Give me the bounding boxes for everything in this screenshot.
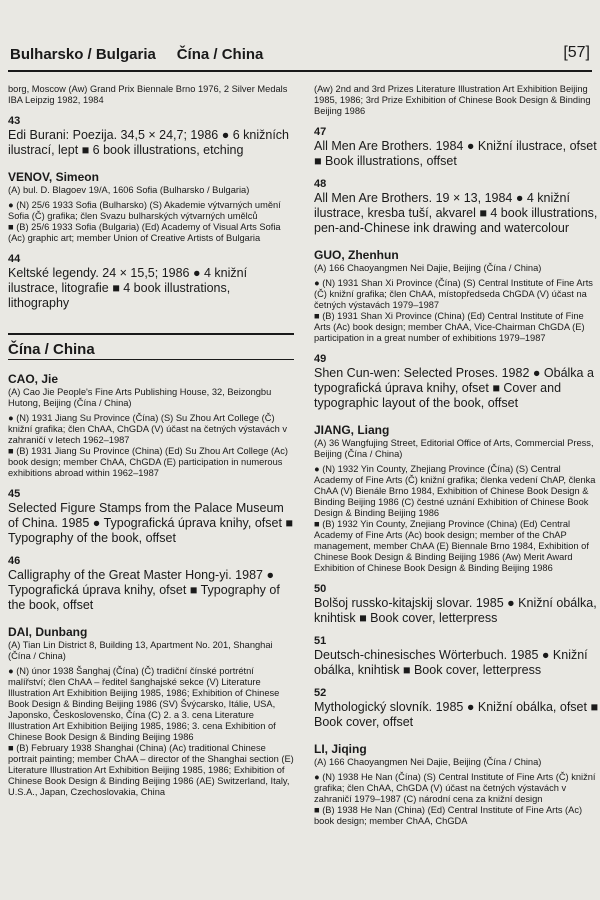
artist-bio-en: ■ (B) 1931 Jiang Su Province (China) (Ed) Su Zhou Art College (Ac) book design; member ChAA, ChGDA (E) participation in numerous exhibitions abroad within 1962–1987 xyxy=(8,446,288,478)
entry-number: 52 xyxy=(314,687,327,699)
artist-name: JIANG, Liang xyxy=(314,423,390,437)
left-column xyxy=(8,84,294,798)
artist-bio-en: ■ (B) February 1938 Shanghai (China) (Ac) traditional Chinese portrait painting; member ChAA – director of the Shanghai section (E) Literature Illustration Art Exhibition Beijing 1985, 1986; Exhibition of Chinese Book Design & Binding Beijing 1986 (AE) Switzerland, Italy, U.S.A., Japan, Czechoslovakia, China xyxy=(8,743,294,797)
artist-address: (A) Cao Jie People's Fine Arts Publishing House, 32, Beizongbu Hutong, Beijing (Čína / China) xyxy=(8,387,272,408)
artist-address: (A) 166 Chaoyangmen Nei Dajie, Beijing (Čína / China) xyxy=(314,757,542,767)
header-title: Bulharsko / Bulgaria Čína / China xyxy=(10,46,264,63)
artist-name: DAI, Dunbang xyxy=(8,625,88,639)
continued-text: (Aw) 2nd and 3rd Prizes Literature Illustration Art Exhibition Beijing 1985, 1986; 3rd Prize Exhibition of Chinese Book Design & Binding Beijing 1986 xyxy=(314,84,591,116)
entry-title: Bolšoj russko-kitajskij slovar. 1985 ● Knižní obálka, knihtisk ■ Book cover, letterpress xyxy=(314,596,597,625)
entry-title: All Men Are Brothers. 1984 ● Knižní ilustrace, ofset ■ Book illustrations, offset xyxy=(314,139,597,168)
artist-bio-cz: ● (N) 1931 Shan Xi Province (Čína) (S) Central Institute of Fine Arts (Č) knižní grafika; člen ChAA, místopředseda ChGDA (V) účast na četných výstavách 1979–1987 xyxy=(314,278,593,310)
artist-bio-cz: ● (N) únor 1938 Šanghaj (Čína) (Č) tradiční čínské portrétní malířství; člen ChAA – ředitel šanghajské sekce (V) Literature Illustration Art Exhibition Beijing 1985, 1986; Exhibition of Chinese Book Design & Binding Beijing 1986 (SV) Švýcarsko, Itálie, USA, Japonsko, Československo, Čína (C) 2. a 3. cena Literature Illustration Art Exhibition Beijing 1985, 1986; 3. cena Exhibition of Chinese Book Design & Binding Beijing 1986 xyxy=(8,666,280,742)
artist-name: CAO, Jie xyxy=(8,372,59,386)
artist-address: (A) bul. D. Blagoev 19/A, 1606 Sofia (Bulharsko / Bulgaria) xyxy=(8,185,250,195)
artist-bio-cz: ● (N) 1932 Yin County, Zhejiang Province (Čína) (S) Central Academy of Fine Arts (Č) knižní grafika; členka vedení ChAP, členka ChAA (V) Bienále Brno 1984, Exhibition of Chinese Book Design & Binding Beijing 1986 (C) čestné uznání Exhibition of Chinese Book Design & Binding Beijing 1986 xyxy=(314,464,596,518)
entry-number: 43 xyxy=(8,115,21,127)
artist-address: (A) 36 Wangfujing Street, Editorial Office of Arts, Commercial Press, Beijing (Čína / China) xyxy=(314,438,594,459)
entry-title: Shen Cun-wen: Selected Proses. 1982 ● Obálka a typografická úprava knihy, ofset ■ Cover and typographic layout of the book, offset xyxy=(314,366,594,410)
entry-number: 47 xyxy=(314,126,327,138)
artist-bio-en: ■ (B) 1938 He Nan (China) (Ed) Central Institute of Fine Arts (Ac) book design; member ChAA, ChGDA xyxy=(314,805,583,826)
entry-number: 48 xyxy=(314,178,327,190)
entry-number: 46 xyxy=(8,555,21,567)
entry-title: Edi Burani: Poezija. 34,5 × 24,7; 1986 ● 6 knižních ilustrací, lept ■ 6 book illustrations, etching xyxy=(8,128,289,157)
artist-bio-en: ■ (B) 1931 Shan Xi Province (China) (Ed) Central Institute of Fine Arts (Ac) book design; member ChAA, Vice-Chairman ChGDA (E) participation in a great number of exhibitions 1979–1987 xyxy=(314,311,585,343)
artist-address: (A) 166 Chaoyangmen Nei Dajie, Beijing (Čína / China) xyxy=(314,263,542,273)
section-heading: Čína / China xyxy=(8,333,294,359)
page-number: [57] xyxy=(563,44,590,61)
entry-title: Keltské legendy. 24 × 15,5; 1986 ● 4 knižní ilustrace, litografie ■ 4 book illustrations, lithography xyxy=(8,266,248,310)
artist-bio-en: ■ (B) 1932 Yin County, Znejiang Province (China) (Ed) Central Academy of Fine Arts (Ac) book design; member of the ChAP management, member ChAA (E) Biennale Brno 1984, Exhibition of Chinese Book Design & Binding Beijing 1986 (Aw) Merit Award Exhibition of Chinese Book Design & Binding Beijing 1986 xyxy=(314,519,589,573)
entry-title: Deutsch-chinesisches Wörterbuch. 1985 ● Knižní obálka, knihtisk ■ Book cover, letterpress xyxy=(314,648,588,677)
artist-bio-cz: ● (N) 25/6 1933 Sofia (Bulharsko) (S) Akademie výtvarných umění Sofia (Č) grafika; člen Svazu bulharských výtvarných umělců xyxy=(8,200,281,221)
entry-number: 51 xyxy=(314,635,327,647)
artist-address: (A) Tian Lin District 8, Building 13, Apartment No. 201, Shanghai (Čína / China) xyxy=(8,640,273,661)
artist-bio-cz: ● (N) 1931 Jiang Su Province (Čína) (S) Su Zhou Art College (Č) knižní grafika; člen ChAA, ChGDA (V) účast na četných výstavách v zahraničí v letech 1962–1987 xyxy=(8,413,288,445)
page-header xyxy=(8,44,592,72)
entry-number: 45 xyxy=(8,488,21,500)
artist-name: LI, Jiqing xyxy=(314,742,367,756)
entry-number: 50 xyxy=(314,583,327,595)
continued-text: borg, Moscow (Aw) Grand Prix Biennale Brno 1976, 2 Silver Medals IBA Leipzig 1982, 1984 xyxy=(8,84,288,105)
artist-bio-en: ■ (B) 25/6 1933 Sofia (Bulgaria) (Ed) Academy of Visual Arts Sofia (Ac) graphic art; member Union of Creative Artists of Bulgaria xyxy=(8,222,281,243)
artist-name: GUO, Zhenhun xyxy=(314,248,399,262)
entry-title: All Men Are Brothers. 19 × 13, 1984 ● 4 knižní ilustrace, kresba tuší, akvarel ■ 4 book illustrations, pen-and-Chinese ink drawing and watercolour xyxy=(314,191,598,235)
artist-name: VENOV, Simeon xyxy=(8,170,99,184)
entry-number: 49 xyxy=(314,353,327,365)
artist-bio-cz: ● (N) 1938 He Nan (Čína) (S) Central Institute of Fine Arts (Č) knižní grafika; člen ChAA, ChGDA (V) účast na četných výstavách v zahraničí 1979–1987 (C) národní cena za knižní design xyxy=(314,772,596,804)
right-column xyxy=(314,84,600,827)
section-divider xyxy=(8,359,294,360)
entry-title: Selected Figure Stamps from the Palace Museum of China. 1985 ● Typografická úprava knihy, ofset ■ Typography of the book, offset xyxy=(8,501,293,545)
entry-title: Mythologický slovník. 1985 ● Knižní obálka, ofset ■ Book cover, offset xyxy=(314,700,598,729)
entry-title: Calligraphy of the Great Master Hong-yi. 1987 ● Typografická úprava knihy, ofset ■ Typography of the book, offset xyxy=(8,568,280,612)
entry-number: 44 xyxy=(8,253,21,265)
